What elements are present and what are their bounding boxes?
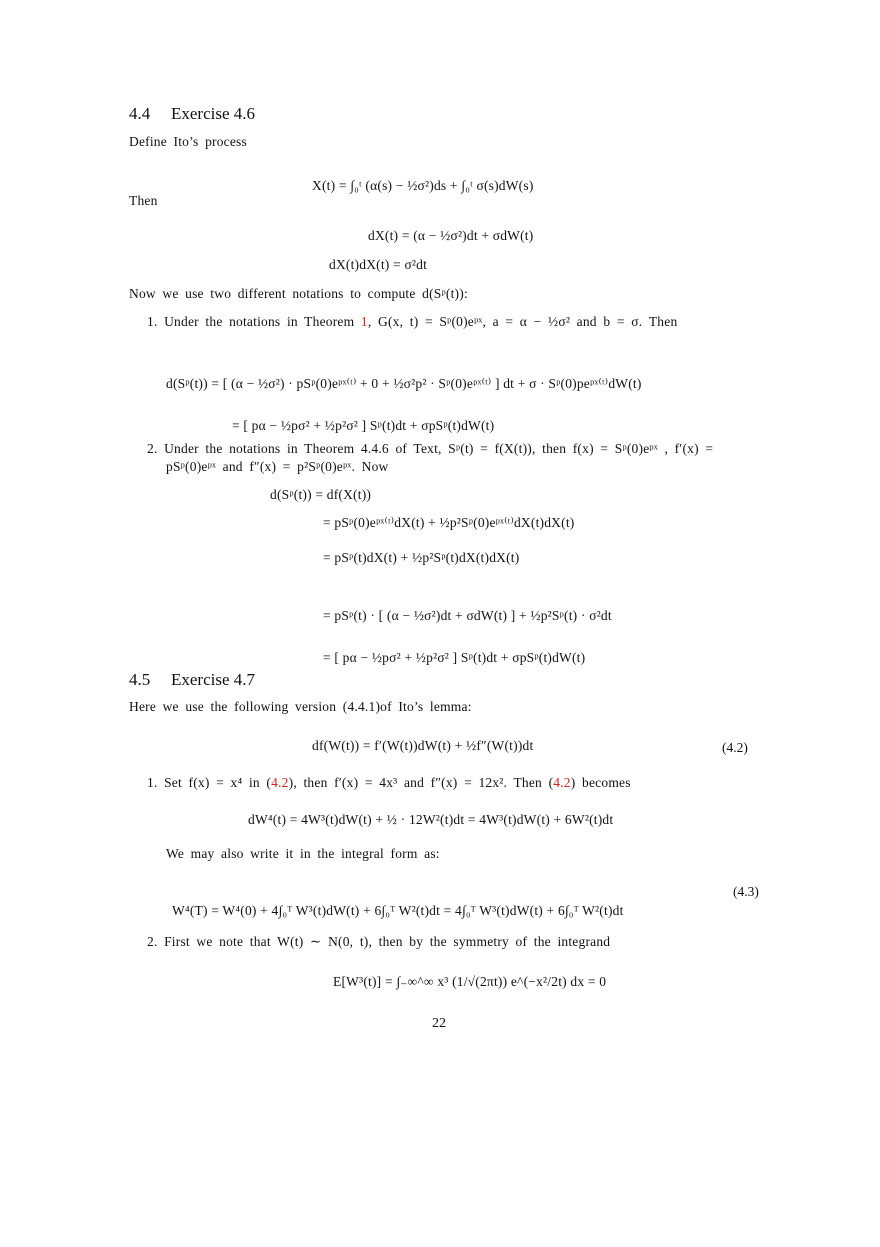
equation-X: X(t) = ∫₀ᵗ (α(s) − ½σ²)ds + ∫₀ᵗ σ(s)dW(s) bbox=[312, 178, 534, 193]
section-heading-4-5 bbox=[129, 670, 255, 690]
item1-text: 1. Under the notations in Theorem 1, G(x, t) = Sᵖ(0)eᵖˣ, a = α − ½σ² and b = σ. Then bbox=[147, 314, 678, 329]
item2-symmetry-text: 2. First we note that W(t) ∼ N(0, t), then by the symmetry of the integrand bbox=[147, 934, 611, 949]
section-title: Exercise 4.6 bbox=[171, 104, 256, 123]
ito-intro-text: Define Ito’s process bbox=[129, 134, 247, 149]
equation-dXdX: dX(t)dX(t) = σ²dt bbox=[329, 257, 428, 272]
section-number: 4.4 bbox=[129, 104, 151, 123]
notations-intro: Now we use two different notations to compute d(Sᵖ(t)): bbox=[129, 286, 468, 301]
item1-equation-1: d(Sᵖ(t)) = [ (α − ½σ²) · pSᵖ(0)eᵖˣ⁽ᵗ⁾ + 0 + ½σ²p² · Sᵖ(0)eᵖˣ⁽ᵗ⁾ ] dt + σ · Sᵖ(0)peᵖˣ⁽ᵗ⁾dW(t) bbox=[166, 376, 642, 391]
item1-equation-dW4: dW⁴(t) = 4W³(t)dW(t) + ½ · 12W²(t)dt = 4W³(t)dW(t) + 6W²(t)dt bbox=[248, 812, 614, 827]
equation-number-4-2: (4.2) bbox=[722, 740, 748, 755]
equation-dX: dX(t) = (α − ½σ²)dt + σdW(t) bbox=[368, 228, 534, 243]
item1-set-text: 1. Set f(x) = x⁴ in (4.2), then f′(x) = 4x³ and f″(x) = 12x². Then (4.2) becomes bbox=[147, 775, 631, 790]
item2-equation-2: = pSᵖ(0)eᵖˣ⁽ᵗ⁾dX(t) + ½p²Sᵖ(0)eᵖˣ⁽ᵗ⁾dX(t)dX(t) bbox=[323, 515, 575, 530]
then-text: Then bbox=[129, 193, 158, 208]
section-heading-4-4 bbox=[129, 104, 255, 124]
expectation-equation: E[W³(t)] = ∫₋∞^∞ x³ (1/√(2πt)) e^(−x²/2t) dx = 0 bbox=[333, 974, 607, 989]
item2-line-1: 2. Under the notations in Theorem 4.4.6 of Text, Sᵖ(t) = f(X(t)), then f(x) = Sᵖ(0)eᵖˣ , f′(x) = bbox=[147, 441, 714, 456]
theorem-ref[interactable]: 1 bbox=[360, 314, 368, 329]
section-number: 4.5 bbox=[129, 670, 151, 689]
equation-ito-lemma: df(W(t)) = f′(W(t))dW(t) + ½f″(W(t))dt bbox=[312, 738, 534, 753]
page-number: 22 bbox=[432, 1016, 446, 1031]
section-title: Exercise 4.7 bbox=[171, 670, 256, 689]
item1-equation-2: = [ pα − ½pσ² + ½p²σ² ] Sᵖ(t)dt + σpSᵖ(t)dW(t) bbox=[232, 418, 495, 433]
item2-line-2: pSᵖ(0)eᵖˣ and f″(x) = p²Sᵖ(0)eᵖˣ. Now bbox=[166, 459, 389, 474]
integral-form-equation: W⁴(T) = W⁴(0) + 4∫₀ᵀ W³(t)dW(t) + 6∫₀ᵀ W²(t)dt = 4∫₀ᵀ W³(t)dW(t) + 6∫₀ᵀ W²(t)dt bbox=[172, 903, 624, 918]
equation-ref[interactable]: 4.2 bbox=[553, 775, 571, 790]
equation-ref[interactable]: 4.2 bbox=[271, 775, 289, 790]
ito-lemma-intro: Here we use the following version (4.4.1)of Ito’s lemma: bbox=[129, 699, 472, 714]
integral-form-intro: We may also write it in the integral form as: bbox=[166, 846, 440, 861]
item2-equation-5: = [ pα − ½pσ² + ½p²σ² ] Sᵖ(t)dt + σpSᵖ(t)dW(t) bbox=[323, 650, 586, 665]
item2-equation-4: = pSᵖ(t) · [ (α − ½σ²)dt + σdW(t) ] + ½p²Sᵖ(t) · σ²dt bbox=[323, 608, 612, 623]
item2-equation-1: d(Sᵖ(t)) = df(X(t)) bbox=[270, 487, 372, 502]
equation-number-4-3: (4.3) bbox=[733, 884, 759, 899]
item2-equation-3: = pSᵖ(t)dX(t) + ½p²Sᵖ(t)dX(t)dX(t) bbox=[323, 550, 520, 565]
